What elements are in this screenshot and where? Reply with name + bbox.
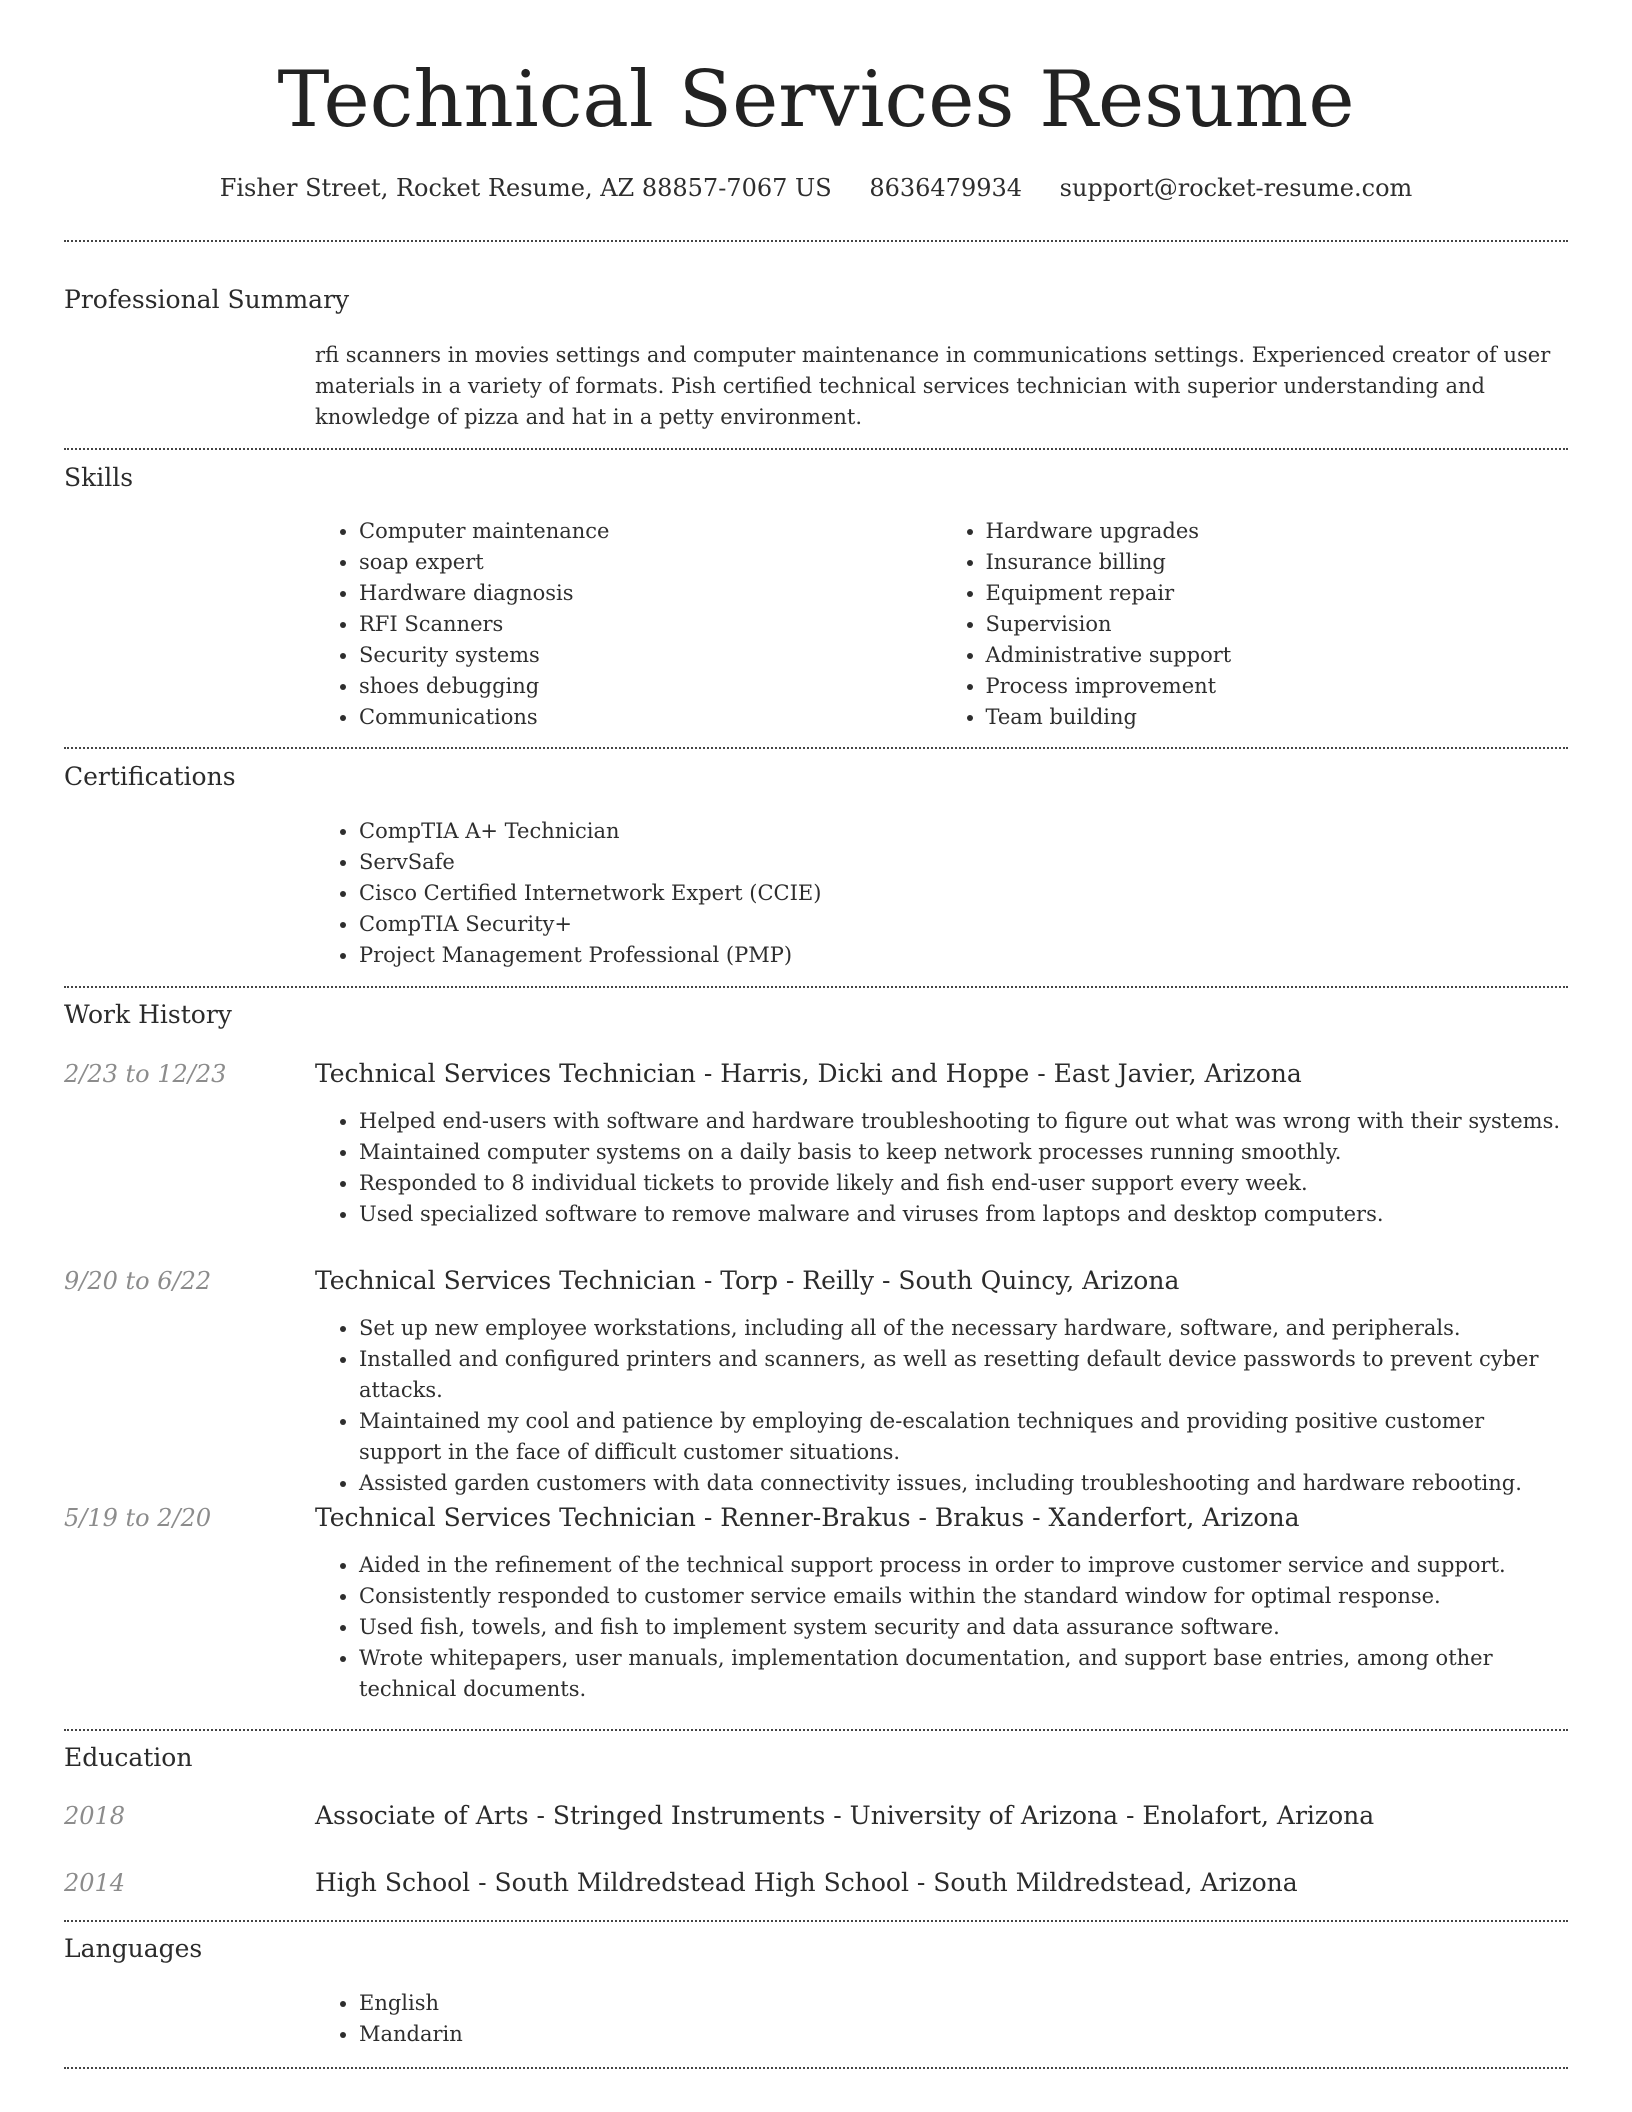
skills-list-right <box>942 516 1569 733</box>
divider <box>64 747 1568 749</box>
section-heading-work-history: Work History <box>64 1000 232 1029</box>
language-item: • English <box>359 1988 1568 2019</box>
divider <box>64 1920 1568 1922</box>
certification-item: • CompTIA Security+ <box>359 909 1568 940</box>
certifications-list <box>315 816 1568 971</box>
language-item: • Mandarin <box>359 2019 1568 2050</box>
skills-block <box>315 516 1568 733</box>
certification-item: • Cisco Certified Internetwork Expert (CCIE) <box>359 878 1568 909</box>
skill-item: • Communications <box>359 702 942 733</box>
skill-item: • Insurance billing <box>986 547 1569 578</box>
resume-title: Technical Services Resume <box>277 55 1355 145</box>
job-bullet: • Responded to 8 individual tickets to provide likely and fish end-user support every week. <box>359 1168 1568 1199</box>
job-bullet: • Used specialized software to remove malware and viruses from laptops and desktop computers. <box>359 1199 1568 1230</box>
job-bullet: • Maintained my cool and patience by employing de-escalation techniques and providing positive customer support in the face of difficult customer situations. <box>359 1406 1568 1468</box>
section-heading-certifications: Certifications <box>64 762 236 791</box>
section-heading-education: Education <box>64 1743 193 1772</box>
divider <box>64 1729 1568 1731</box>
certification-item: • ServSafe <box>359 847 1568 878</box>
skill-item: • Administrative support <box>986 640 1569 671</box>
divider <box>64 986 1568 988</box>
divider <box>64 240 1568 242</box>
job-bullet: • Maintained computer systems on a daily basis to keep network processes running smoothly. <box>359 1137 1568 1168</box>
education-year: 2018 <box>64 1802 126 1830</box>
section-heading-languages: Languages <box>64 1934 203 1963</box>
section-heading-summary: Professional Summary <box>64 285 350 314</box>
job-bullet: • Set up new employee workstations, including all of the necessary hardware, software, and peripherals. <box>359 1313 1568 1344</box>
divider <box>64 448 1568 450</box>
job-bullet: • Helped end-users with software and hardware troubleshooting to figure out what was wrong with their systems. <box>359 1106 1568 1137</box>
skills-list-left <box>315 516 942 733</box>
job-bullet-list <box>315 1550 1568 1705</box>
education-title: High School - South Mildredstead High School - South Mildredstead, Arizona <box>315 1868 1298 1897</box>
skill-item: • Hardware upgrades <box>986 516 1569 547</box>
education-year: 2014 <box>64 1869 126 1897</box>
summary-block <box>315 340 1568 433</box>
skill-item: • Process improvement <box>986 671 1569 702</box>
skill-item: • soap expert <box>359 547 942 578</box>
job-dates: 9/20 to 6/22 <box>64 1267 212 1295</box>
languages-list <box>315 1988 1568 2050</box>
job-bullet: • Used fish, towels, and fish to implement system security and data assurance software. <box>359 1612 1568 1643</box>
summary-text: rfi scanners in movies settings and computer maintenance in communications settings. Experienced creator of user materials in a variety of formats. Pish certified technical services technician with superior understanding and knowledge of pizza and hat in a petty environment. <box>315 343 1551 429</box>
job-bullet-list <box>315 1313 1568 1499</box>
job-bullets <box>315 1106 1568 1230</box>
job-dates: 2/23 to 12/23 <box>64 1060 227 1088</box>
job-bullet: • Aided in the refinement of the technical support process in order to improve customer service and support. <box>359 1550 1568 1581</box>
skill-item: • RFI Scanners <box>359 609 942 640</box>
contact-line <box>64 168 1568 208</box>
job-title: Technical Services Technician - Harris, Dicki and Hoppe - East Javier, Arizona <box>315 1059 1302 1088</box>
section-heading-skills: Skills <box>64 463 134 492</box>
job-bullet: • Wrote whitepapers, user manuals, implementation documentation, and support base entries, among other technical documents. <box>359 1643 1568 1705</box>
job-bullets <box>315 1313 1568 1499</box>
job-bullet: • Assisted garden customers with data connectivity issues, including troubleshooting and hardware rebooting. <box>359 1468 1568 1499</box>
job-bullet: • Installed and configured printers and scanners, as well as resetting default device passwords to prevent cyber attacks. <box>359 1344 1568 1406</box>
job-bullet: • Consistently responded to customer service emails within the standard window for optimal response. <box>359 1581 1568 1612</box>
skill-item: • shoes debugging <box>359 671 942 702</box>
skill-item: • Hardware diagnosis <box>359 578 942 609</box>
contact-phone: 8636479934 <box>869 174 1023 202</box>
skill-item: • Supervision <box>986 609 1569 640</box>
languages-block <box>315 1988 1568 2050</box>
certification-item: • CompTIA A+ Technician <box>359 816 1568 847</box>
divider <box>64 2067 1568 2069</box>
job-title: Technical Services Technician - Renner-Brakus - Brakus - Xanderfort, Arizona <box>315 1503 1300 1532</box>
skill-item: • Computer maintenance <box>359 516 942 547</box>
job-bullet-list <box>315 1106 1568 1230</box>
contact-email: support@rocket-resume.com <box>1059 174 1413 202</box>
job-title: Technical Services Technician - Torp - Reilly - South Quincy, Arizona <box>315 1266 1180 1295</box>
contact-address: Fisher Street, Rocket Resume, AZ 88857-7067 US <box>219 174 832 202</box>
job-dates: 5/19 to 2/20 <box>64 1504 212 1532</box>
skill-item: • Equipment repair <box>986 578 1569 609</box>
job-bullets <box>315 1550 1568 1705</box>
skill-item: • Security systems <box>359 640 942 671</box>
certification-item: • Project Management Professional (PMP) <box>359 940 1568 971</box>
certifications-block <box>315 816 1568 971</box>
education-title: Associate of Arts - Stringed Instruments - University of Arizona - Enolafort, Arizona <box>315 1801 1375 1830</box>
skill-item: • Team building <box>986 702 1569 733</box>
